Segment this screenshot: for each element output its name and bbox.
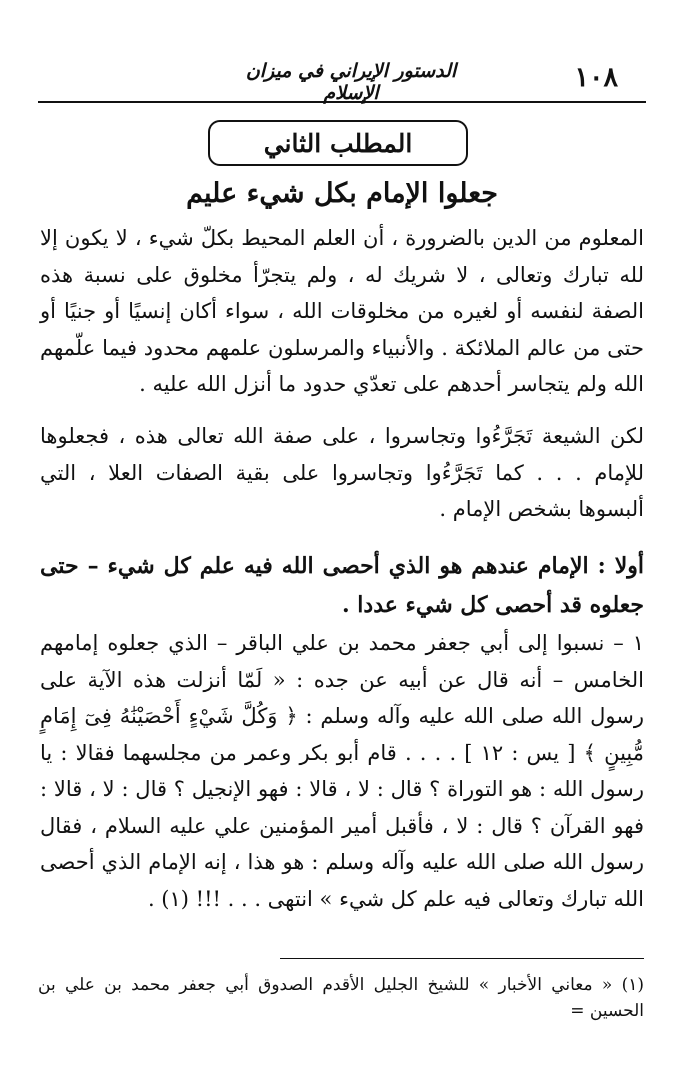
header-rule xyxy=(38,101,646,103)
paragraph-narration: ١ – نسبوا إلى أبي جعفر محمد بن علي الباقر – الذي جعلوه إمامهم الخامس – أنه قال عن أبيه عن جده : « لَمّا أنزلت هذه الآية على رسول الله صلى الله عليه وآله وسلم : ﴿ وَكُلَّ شَيْءٍ أَحْصَيْنَٰهُ فِىٓ إِمَامٍ مُّبِينٍ ﴾ [ يس : ١٢ ] . . . . قام أبو بكر وعمر من مجلسهما فقالا : يا رسول الله : هو التوراة ؟ قال : لا ، قالا : فهو الإنجيل ؟ قال : لا ، قالا : فهو القرآن ؟ قال : لا ، فأقبل أمير المؤمنين علي عليه السلام ، فقال رسول الله صلى الله عليه وآله وسلم : هو هذا ، إنه الإمام الذي أحصى الله تبارك وتعالى فيه علم كل شيء » انتهى . . . !!! (١) . xyxy=(40,631,644,911)
section-title: المطلب الثاني xyxy=(263,128,413,158)
paragraph-first-point: أولا : الإمام عندهم هو الذي أحصى الله فيه علم كل شيء – حتى جعلوه قد أحصى كل شيء عددا . xyxy=(40,553,644,618)
footnote: (١) « معاني الأخبار » للشيخ الجليل الأقدم الصدوق أبي جعفر محمد بن علي بن الحسين = xyxy=(38,975,644,1021)
footnote-rule xyxy=(280,958,644,959)
section-title-box xyxy=(208,120,468,166)
page-number: ١٠٨ xyxy=(574,62,618,93)
paragraph-shia-claim: لكن الشيعة تَجَرَّءُوا وتجاسروا ، على صفة الله تعالى هذه ، فجعلوها للإمام . . . كما تَجَرَّءُوا وتجاسروا على بقية الصفات العلا ، التي ألبسوها بشخص الإمام . xyxy=(40,424,644,521)
paragraph-intro: المعلوم من الدين بالضرورة ، أن العلم المحيط بكلّ شيء ، لا يكون إلا لله تبارك وتعالى ، لا شريك له ، ولم يتجرّأ مخلوق على نسبة هذه الصفة لنفسه أو لغيره من مخلوقات الله ، سواء أكان إنسيًا أو جنيًا أو حتى من عالم الملائكة . والأنبياء والمرسلون علمهم محدود فيما علّمهم الله ولم يتجاسر أحدهم على تعدّي حدود ما أنزل الله عليه . xyxy=(40,226,644,396)
chapter-heading: جعلوا الإمام بكل شيء عليم xyxy=(186,178,498,209)
running-header-title: الدستور الإيراني في ميزان الإسلام xyxy=(245,60,457,104)
